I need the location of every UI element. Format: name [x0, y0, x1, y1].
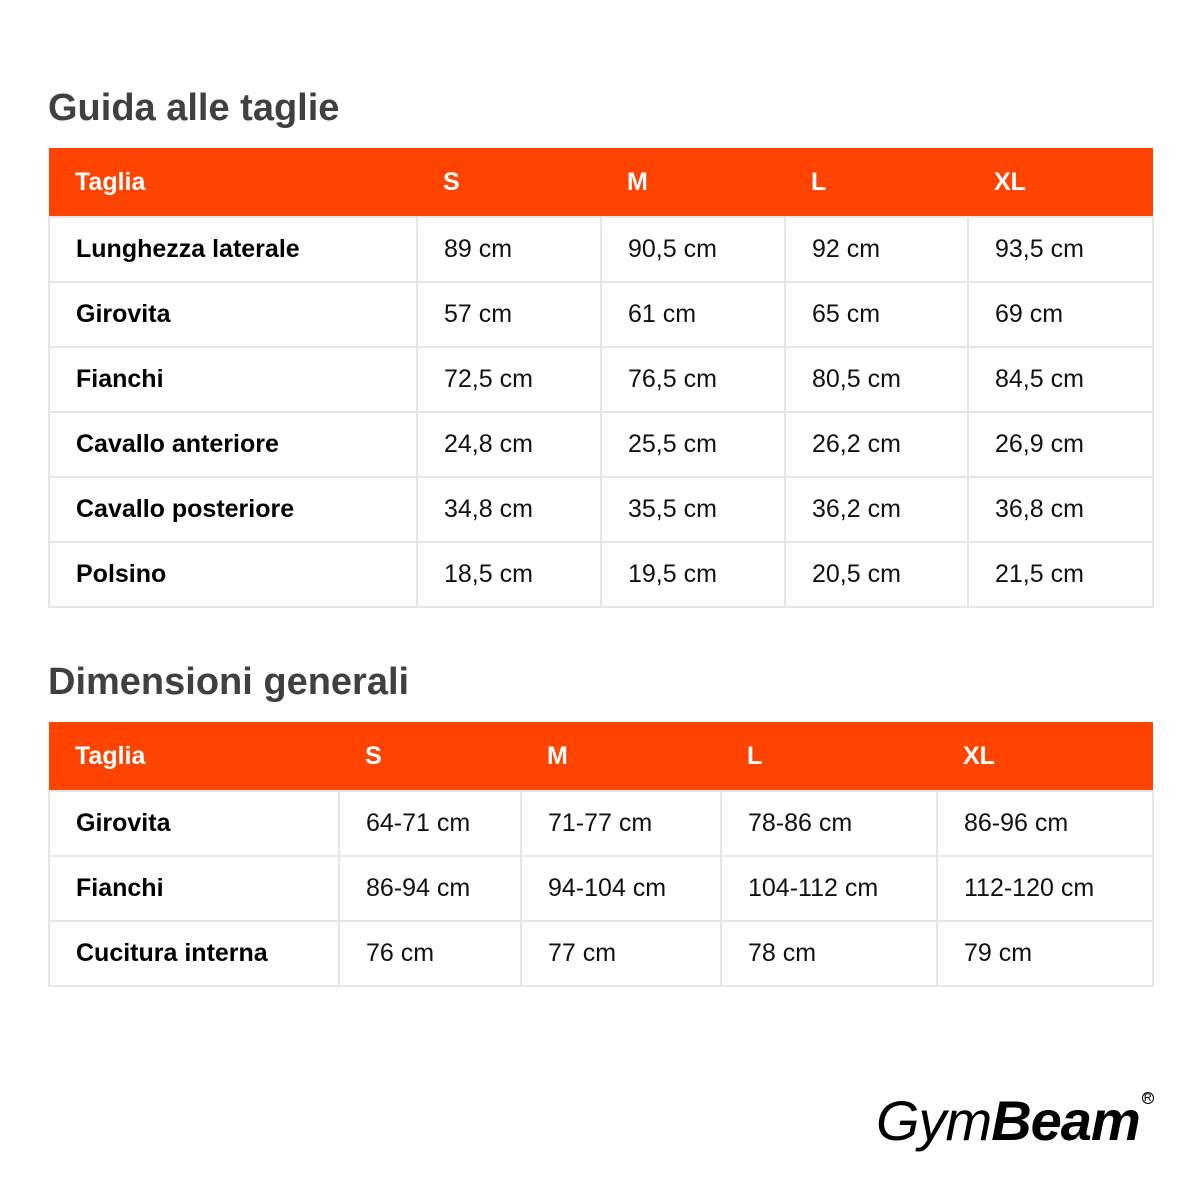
- table-cell: 89 cm: [417, 217, 601, 282]
- table-cell: 24,8 cm: [417, 412, 601, 477]
- logo-text-gym: Gym: [876, 1089, 992, 1152]
- row-label: Cucitura interna: [49, 921, 339, 986]
- table-row: [49, 856, 1153, 921]
- table-row: [49, 282, 1153, 347]
- size-guide-title: Guida alle taglie: [48, 87, 340, 129]
- table-cell: 84,5 cm: [968, 347, 1153, 412]
- table-cell: 18,5 cm: [417, 542, 601, 607]
- column-header-xl: XL: [937, 722, 1153, 791]
- table-cell: 21,5 cm: [968, 542, 1153, 607]
- column-header-xl: XL: [968, 148, 1153, 217]
- table-cell: 90,5 cm: [601, 217, 785, 282]
- row-label: Cavallo anteriore: [49, 412, 417, 477]
- general-dimensions-title: Dimensioni generali: [48, 661, 410, 703]
- table-header-row: [49, 148, 1153, 217]
- column-header-s: S: [417, 148, 601, 217]
- table-cell: 79 cm: [937, 921, 1153, 986]
- table-cell: 36,8 cm: [968, 477, 1153, 542]
- table-cell: 86-94 cm: [339, 856, 521, 921]
- table-cell: 86-96 cm: [937, 791, 1153, 856]
- column-header-l: L: [721, 722, 937, 791]
- table-header-row: [49, 722, 1153, 791]
- table-cell: 94-104 cm: [521, 856, 721, 921]
- table-row: [49, 542, 1153, 607]
- table-row: [49, 921, 1153, 986]
- table-cell: 72,5 cm: [417, 347, 601, 412]
- table-cell: 69 cm: [968, 282, 1153, 347]
- table-cell: 76,5 cm: [601, 347, 785, 412]
- row-label: Girovita: [49, 791, 339, 856]
- table-cell: 78-86 cm: [721, 791, 937, 856]
- gymbeam-logo: [876, 1088, 1152, 1154]
- table-cell: 19,5 cm: [601, 542, 785, 607]
- table-cell: 61 cm: [601, 282, 785, 347]
- table-cell: 26,9 cm: [968, 412, 1153, 477]
- row-label: Fianchi: [49, 856, 339, 921]
- table-cell: 80,5 cm: [785, 347, 968, 412]
- table-row: [49, 791, 1153, 856]
- table-cell: 36,2 cm: [785, 477, 968, 542]
- table-row: [49, 217, 1153, 282]
- row-label: Fianchi: [49, 347, 417, 412]
- table-cell: 76 cm: [339, 921, 521, 986]
- table-cell: 57 cm: [417, 282, 601, 347]
- table-cell: 26,2 cm: [785, 412, 968, 477]
- table-cell: 25,5 cm: [601, 412, 785, 477]
- table-row: [49, 347, 1153, 412]
- row-label: Girovita: [49, 282, 417, 347]
- table-cell: 65 cm: [785, 282, 968, 347]
- column-header-size: Taglia: [49, 722, 339, 791]
- column-header-l: L: [785, 148, 968, 217]
- table-cell: 77 cm: [521, 921, 721, 986]
- table-cell: 104-112 cm: [721, 856, 937, 921]
- logo-text-beam: Beam: [991, 1089, 1140, 1152]
- table-cell: 78 cm: [721, 921, 937, 986]
- table-row: [49, 477, 1153, 542]
- size-guide-table: [48, 148, 1154, 608]
- row-label: Polsino: [49, 542, 417, 607]
- table-cell: 34,8 cm: [417, 477, 601, 542]
- table-cell: 64-71 cm: [339, 791, 521, 856]
- column-header-size: Taglia: [49, 148, 417, 217]
- table-cell: 92 cm: [785, 217, 968, 282]
- row-label: Lunghezza laterale: [49, 217, 417, 282]
- table-cell: 35,5 cm: [601, 477, 785, 542]
- general-dimensions-table: [48, 722, 1154, 987]
- table-cell: 112-120 cm: [937, 856, 1153, 921]
- column-header-s: S: [339, 722, 521, 791]
- registered-mark-icon: R: [1142, 1092, 1154, 1104]
- table-cell: 93,5 cm: [968, 217, 1153, 282]
- table-cell: 71-77 cm: [521, 791, 721, 856]
- table-row: [49, 412, 1153, 477]
- row-label: Cavallo posteriore: [49, 477, 417, 542]
- column-header-m: M: [601, 148, 785, 217]
- table-cell: 20,5 cm: [785, 542, 968, 607]
- column-header-m: M: [521, 722, 721, 791]
